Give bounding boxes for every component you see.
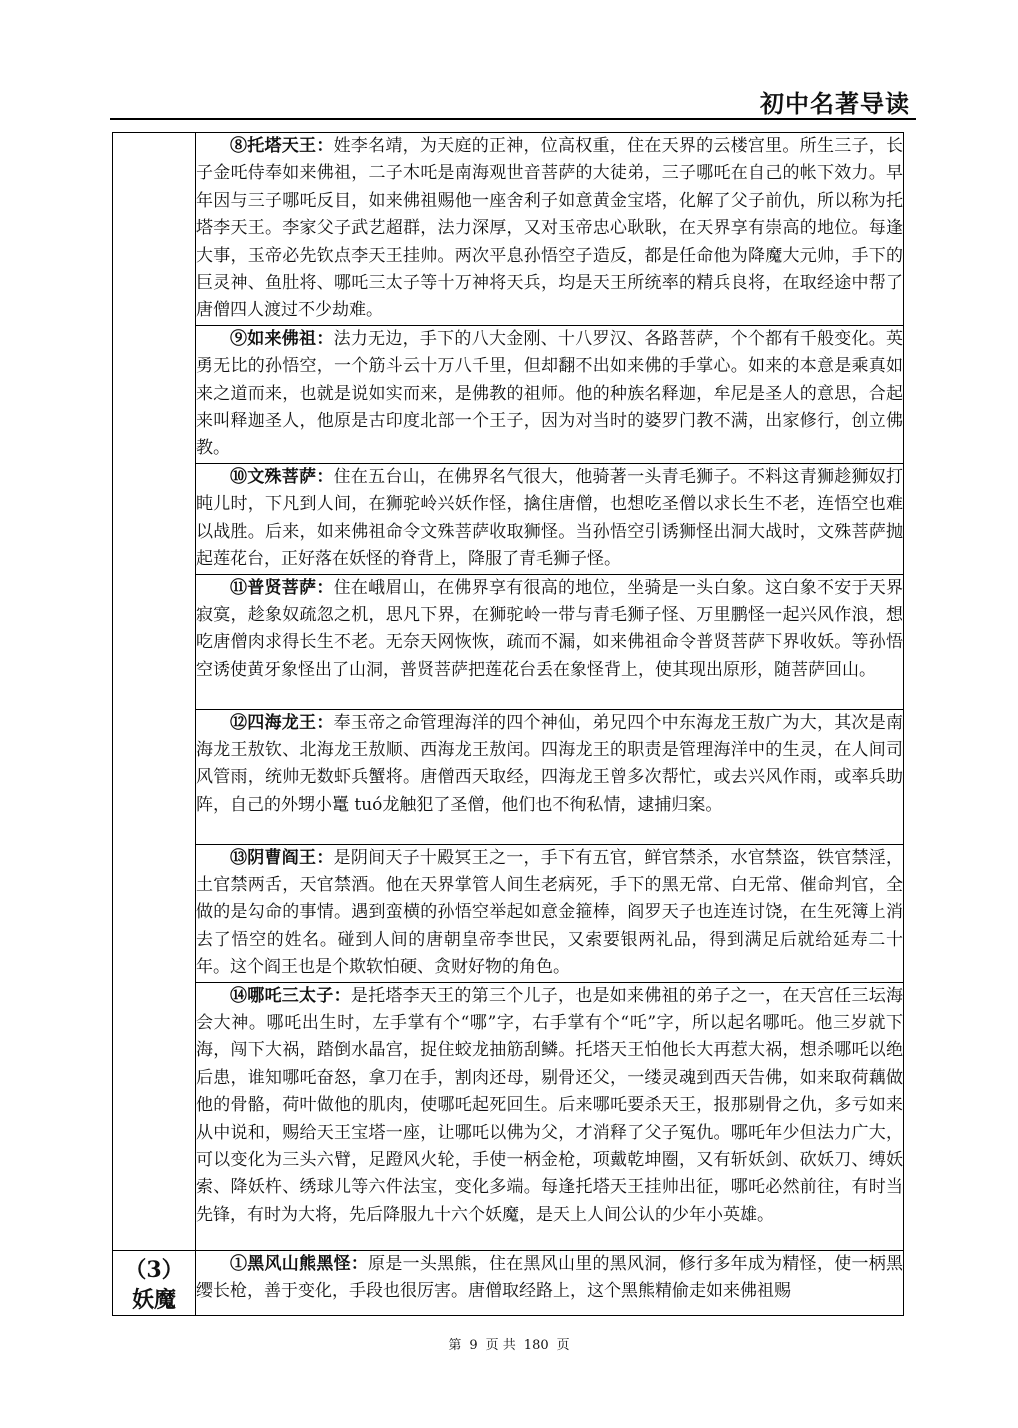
entry-cell — [196, 325, 904, 463]
table-row — [113, 325, 904, 463]
entry-paragraph — [196, 133, 903, 325]
table-row — [113, 1250, 904, 1315]
entry-body: 住在峨眉山，在佛界享有很高的地位，坐骑是一头白象。这白象不安于天界寂寞，趁象奴疏忽之机，思凡下界，在狮驼岭一带与青毛狮子怪、万里鹏怪一起兴风作浪，想吃唐僧肉求得长生不老。无奈天网恢恢，疏而不漏，如来佛祖命令普贤菩萨下界收妖。等孙悟空诱使黄牙象怪出了山洞，普贤菩萨把莲花台丢在象怪背上，使其现出原形，随菩萨回山。 — [196, 577, 904, 680]
entry-body: 是托塔李天王的第三个儿子，也是如来佛祖的弟子之一，在天宫任三坛海会大神。哪吒出生时，左手掌有个“哪”字，右手掌有个“吒”字，所以起名哪吒。他三岁就下海，闯下大祸，踏倒水晶宫，捉住蛟龙抽筋刮鳞。托塔天王怕他长大再惹大祸，想杀哪吒以绝后患，谁知哪吒奋怒，拿刀在手，割肉还母，剔骨还父，一缕灵魂到西天告佛，如来取荷藕做他的骨骼，荷叶做他的肌肉，使哪吒起死回生。后来哪吒要杀天王，报那剔骨之仇，多亏如来从中说和，赐给天王宝塔一座，让哪吒以佛为父，才消释了父子冤仇。哪吒年少但法力广大，可以变化为三头六臂，足蹬风火轮，手使一柄金枪，项戴乾坤圈，又有斩妖剑、砍妖刀、缚妖索、降妖杵、绣球儿等六件法宝，变化多端。每逢托塔天王挂帅出征，哪吒必然前往，有时当先锋，有时为大将，先后降服九十六个妖魔，是天上人间公认的少年小英雄。 — [196, 985, 904, 1225]
footer-page-number: 9 — [469, 1338, 478, 1353]
entry-cell — [196, 133, 904, 326]
entry-cell — [196, 709, 904, 844]
category-label: 妖魔 — [131, 1286, 176, 1313]
entry-paragraph — [196, 1251, 903, 1306]
entry-cell — [196, 844, 904, 982]
table-row — [113, 133, 904, 326]
entry-cell — [196, 463, 904, 574]
entry-name: ⑧托塔天王： — [230, 136, 334, 156]
entry-body: 姓李名靖，为天庭的正神，位高权重，住在天界的云楼宫里。所生三子，长子金吒侍奉如来佛祖，二子木吒是南海观世音菩萨的大徒弟，三子哪吒在自己的帐下效力。早年因与三子哪吒反目，如来佛祖赐他一座舍利子如意黄金宝塔，化解了父子前仇，所以称为托塔李天王。李家父子武艺超群，法力深厚，又对玉帝忠心耿耿，在天界享有崇高的地位。每逢大事，玉帝必先钦点李天王挂帅。两次平息孙悟空子造反，都是任命他为降魔大元帅，手下的巨灵神、鱼肚将、哪吒三太子等十万神将天兵，均是天王所统率的精兵良将，在取经途中帮了唐僧四人渡过不少劫难。 — [196, 136, 904, 321]
entry-name: ⑪普贤菩萨： — [230, 577, 334, 598]
entry-cell — [196, 574, 904, 709]
entry-body: 奉玉帝之命管理海洋的四个神仙，弟兄四个中东海龙王敖广为大，其次是南海龙王敖钦、北海龙王敖顺、西海龙王敖闰。四海龙王的职责是管理海洋中的生灵，在人间司风管雨，统帅无数虾兵蟹将。唐僧西天取经，四海龙王曾多次帮忙，或去兴风作雨，或率兵助阵，自己的外甥小鼍 tuó龙触犯了圣僧，他们也不徇私情，逮捕归案。 — [196, 712, 904, 815]
entry-body: 法力无边，手下的八大金刚、十八罗汉、各路菩萨，个个都有千般变化。英勇无比的孙悟空，一个筋斗云十万八千里，但却翻不出如来佛的手掌心。如来的本意是乘真如来之道而来，也就是说如实而来，是佛教的祖师。他的种族名释迦，牟尼是圣人的意思，合起来叫释迦圣人，他原是古印度北部一个王子，因为对当时的婆罗门教不满，出家修行，创立佛教。 — [196, 328, 904, 459]
entry-name: ⑩文殊菩萨： — [230, 466, 334, 487]
entry-paragraph — [196, 575, 903, 685]
table-row — [113, 463, 904, 574]
table-row — [113, 709, 904, 844]
entry-paragraph — [196, 326, 903, 463]
entry-name: ⑬阴曹阎王： — [230, 847, 334, 868]
category-cell-empty — [113, 133, 196, 1251]
entry-paragraph — [196, 983, 903, 1230]
category-number: （3） — [124, 1256, 184, 1283]
entry-name: ①黑风山熊黑怪： — [230, 1253, 369, 1274]
entry-paragraph — [196, 845, 903, 982]
footer-mid: 页 共 — [485, 1338, 516, 1353]
footer-total-pages: 180 — [523, 1338, 549, 1353]
entry-body: 是阴间天子十殿冥王之一，手下有五官，鲜官禁杀，水官禁盗，铁官禁淫，土官禁两舌，天官禁酒。他在天界掌管人间生老病死，手下的黑无常、白无常、催命判官，全做的是勾命的事情。遇到蛮横的孙悟空举起如意金箍棒，阎罗天子也连连讨饶，在生死簿上消去了悟空的姓名。碰到人间的唐朝皇帝李世民，又索要银两礼品，得到满足后就给延寿二十年。这个阎王也是个欺软怕硬、贪财好物的角色。 — [196, 847, 904, 978]
entry-cell — [196, 1250, 904, 1315]
page-header — [110, 78, 916, 120]
table-row — [113, 844, 904, 982]
footer-prefix: 第 — [448, 1338, 462, 1353]
entry-name: ⑭哪吒三太子： — [230, 985, 351, 1006]
entry-body: 原是一头黑熊，住在黑风山里的黑风洞，修行多年成为精怪，使一柄黑缨长枪，善于变化，手段也很厉害。唐僧取经路上，这个黑熊精偷走如来佛祖赐 — [196, 1253, 904, 1301]
content-table — [112, 132, 904, 1316]
table-row — [113, 574, 904, 709]
entry-name: ⑫四海龙王： — [230, 712, 334, 733]
header-title: 初中名著导读 — [760, 90, 910, 118]
entry-body: 住在五台山，在佛界名气很大，他骑著一头青毛狮子。不料这青狮趁狮奴打盹儿时，下凡到人间，在狮驼岭兴妖作怪，擒住唐僧，也想吃圣僧以求长生不老，连悟空也难以战胜。后来，如来佛祖命令文殊菩萨收取狮怪。当孙悟空引诱狮怪出洞大战时，文殊菩萨抛起莲花台，正好落在妖怪的脊背上，降服了青毛狮子怪。 — [196, 466, 904, 570]
entry-cell — [196, 982, 904, 1250]
footer-suffix: 页 — [556, 1338, 570, 1353]
table-row — [113, 982, 904, 1250]
entry-paragraph — [196, 464, 903, 574]
entry-name: ⑨如来佛祖： — [230, 328, 334, 349]
entry-paragraph — [196, 710, 903, 820]
category-cell-yaomo — [113, 1250, 196, 1315]
category-label-block — [113, 1251, 195, 1315]
page-footer — [0, 1334, 1018, 1353]
